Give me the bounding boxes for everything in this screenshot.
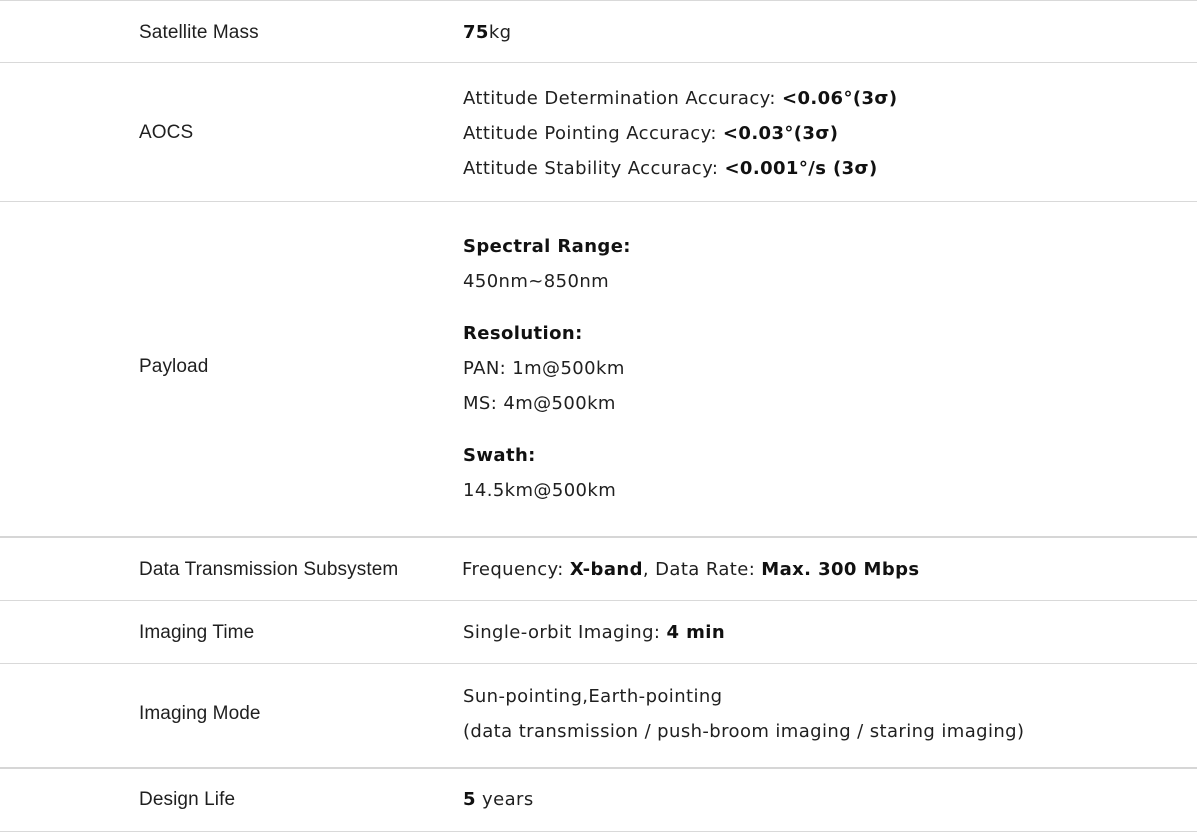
row-value	[462, 552, 920, 587]
mass-number: 75	[463, 22, 489, 43]
design-life-number: 5	[463, 789, 476, 810]
data-rate-value: Max. 300 Mbps	[761, 559, 920, 580]
row-label: Imaging Time	[139, 622, 255, 643]
row-label: AOCS	[139, 122, 194, 143]
row-value	[463, 679, 1024, 749]
spectral-range-heading: Spectral Range:	[463, 236, 631, 257]
imaging-mode-line: (data transmission / push-broom imaging / staring imaging)	[463, 721, 1025, 742]
aocs-line-value: <0.001°/s (3σ)	[724, 158, 878, 179]
resolution-pan: PAN: 1m@500km	[463, 358, 625, 379]
table-row-satellite-mass	[0, 0, 1197, 63]
mass-unit: kg	[488, 22, 512, 43]
table-row-data-transmission	[0, 536, 1197, 601]
imaging-time-label: Single-orbit Imaging:	[463, 622, 667, 643]
table-row-imaging-mode	[0, 663, 1197, 768]
row-label: Design Life	[139, 789, 236, 810]
imaging-mode-line: Sun-pointing,Earth-pointing	[463, 686, 723, 707]
table-row-aocs	[0, 62, 1197, 202]
aocs-line-value: <0.06°(3σ)	[781, 88, 898, 109]
row-label: Imaging Mode	[139, 703, 261, 724]
aocs-line-label: Attitude Stability Accuracy:	[463, 158, 725, 179]
aocs-line	[463, 116, 897, 151]
row-label: Data Transmission Subsystem	[139, 559, 399, 580]
swath-heading: Swath:	[463, 445, 536, 466]
row-value	[463, 782, 534, 817]
row-value	[463, 81, 897, 186]
table-row-design-life	[0, 767, 1197, 832]
row-value	[463, 615, 725, 650]
design-life-unit: years	[475, 789, 534, 810]
table-row-payload	[0, 201, 1197, 537]
resolution-ms: MS: 4m@500km	[463, 393, 616, 414]
spectral-range-value: 450nm~850nm	[463, 271, 610, 292]
aocs-line	[463, 81, 897, 116]
aocs-line	[463, 151, 897, 186]
row-label: Payload	[139, 356, 209, 377]
row-value	[463, 15, 512, 50]
frequency-value: X-band	[569, 559, 643, 580]
swath-value: 14.5km@500km	[463, 480, 617, 501]
table-row-imaging-time	[0, 600, 1197, 664]
imaging-time-value: 4 min	[666, 622, 726, 643]
aocs-line-value: <0.03°(3σ)	[722, 123, 839, 144]
row-label: Satellite Mass	[139, 22, 259, 43]
aocs-line-label: Attitude Pointing Accuracy:	[463, 123, 723, 144]
aocs-line-label: Attitude Determination Accuracy:	[463, 88, 782, 109]
resolution-heading: Resolution:	[463, 323, 583, 344]
row-value	[463, 229, 631, 508]
data-rate-label: , Data Rate:	[642, 559, 762, 580]
frequency-label: Frequency:	[462, 559, 570, 580]
